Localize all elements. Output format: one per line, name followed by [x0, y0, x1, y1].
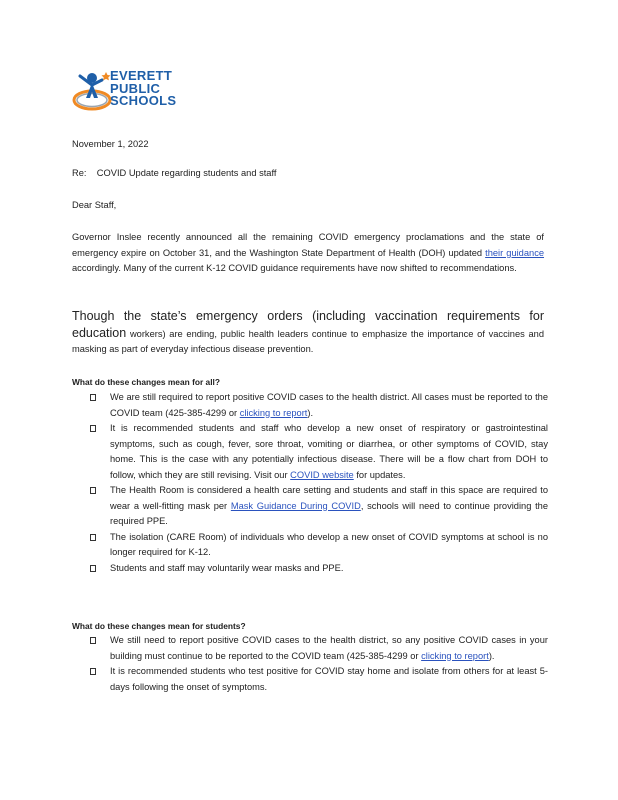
- bullet-box-icon: [90, 394, 96, 401]
- list-item: We still need to report positive COVID cases to the health district, so any positive COVID cases in your building must continue to be reported to the COVID team (425-385-4299 or clicking to report).: [90, 633, 548, 664]
- bullet-box-icon: [90, 668, 96, 675]
- letter-date: November 1, 2022: [72, 139, 149, 149]
- their-guidance-link[interactable]: their guidance: [485, 247, 545, 258]
- bullet-box-icon: [90, 487, 96, 494]
- list-item: The Health Room is considered a health care setting and students and staff in this space are required to wear a well-fitting mask per Mask Guidance During COVID, schools will need to continue providing the required PPE.: [90, 483, 548, 530]
- bullet-list-students: [90, 633, 548, 695]
- covid-website-link[interactable]: COVID website: [290, 469, 354, 480]
- letter-salutation: Dear Staff,: [72, 200, 117, 210]
- paragraph-emergency-orders: Though the state’s emergency orders (including vaccination requirements for education workers) are ending, public health leaders continue to emphasize the importance of vaccines and masking as part of everyday infectious disease prevention.: [72, 309, 544, 355]
- district-logo: [72, 68, 212, 118]
- bullet-box-icon: [90, 565, 96, 572]
- bullet-box-icon: [90, 425, 96, 432]
- clicking-to-report-link-2[interactable]: clicking to report: [421, 650, 489, 661]
- bullet-box-icon: [90, 534, 96, 541]
- logo-emblem-icon: [72, 68, 112, 118]
- list-item: We are still required to report positive COVID cases to the health district. All cases must be reported to the COVID team (425-385-4299 or clicking to report).: [90, 390, 548, 421]
- list-item: It is recommended students and staff who develop a new onset of respiratory or gastrointestinal symptoms, such as cough, fever, sore throat, vomiting or diarrhea, or other symptoms of COVID, stay home. This is the case with any potentially infectious disease. There will be a flow chart from DOH to follow, which they are still revising. Visit our COVID website for updates.: [90, 421, 548, 483]
- logo-wordmark: EVERETT PUBLIC SCHOOLS: [110, 68, 177, 108]
- clicking-to-report-link[interactable]: clicking to report: [239, 407, 308, 418]
- letter-subject: Re: COVID Update regarding students and staff: [72, 168, 277, 178]
- bullet-box-icon: [90, 637, 96, 644]
- paragraph-announcement: Governor Inslee recently announced all the remaining COVID emergency proclamations and the state of emergency expire on October 31, and the Washington State Department of Health (DOH) updated their guidance accordingly. Many of the current K-12 COVID guidance requirements have now shifted to recommendations.: [72, 232, 545, 274]
- list-item: Students and staff may voluntarily wear masks and PPE.: [90, 561, 548, 577]
- list-item: It is recommended students who test positive for COVID stay home and isolate from others for at least 5-days following the onset of symptoms.: [90, 664, 548, 695]
- list-item: The isolation (CARE Room) of individuals who develop a new onset of COVID symptoms at school is no longer required for K-12.: [90, 530, 548, 561]
- mask-guidance-link[interactable]: Mask Guidance During COVID: [230, 500, 361, 511]
- section-heading-all: What do these changes mean for all?: [72, 377, 220, 387]
- bullet-list-all: [90, 390, 548, 576]
- section-heading-students: What do these changes mean for students?: [72, 621, 246, 631]
